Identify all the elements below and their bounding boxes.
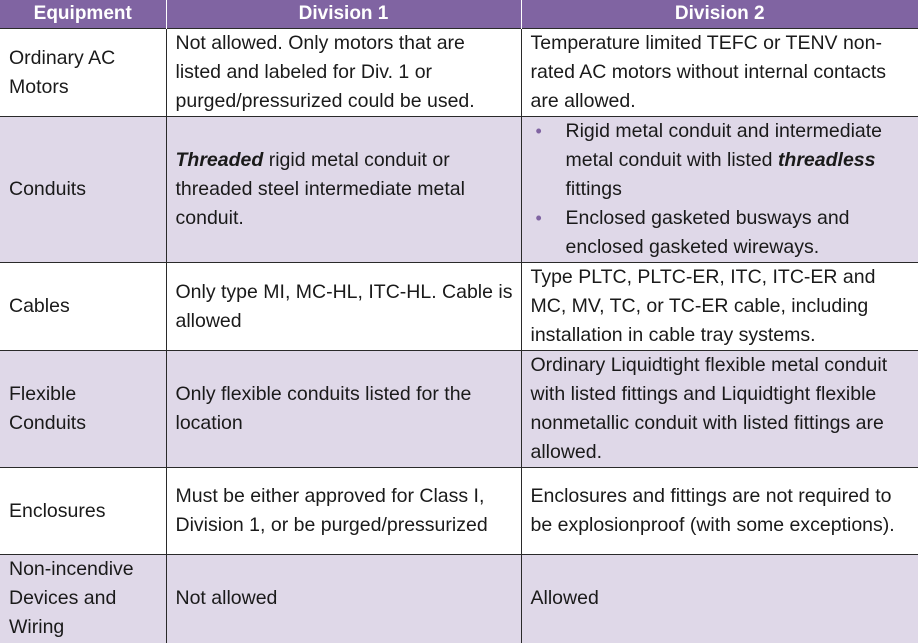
list-item [531, 204, 911, 262]
division-1-cell: Not allowed [166, 555, 521, 643]
division-1-cell: Only flexible conduits listed for the location [166, 351, 521, 468]
table-row [0, 263, 918, 351]
table-header [0, 0, 918, 29]
equipment-cell: Enclosures [0, 468, 166, 555]
division-1-emphasis: Threaded [175, 149, 264, 171]
table-row [0, 29, 918, 117]
division-1-cell: Not allowed. Only motors that are listed and labeled for Div. 1 or purged/pressurized could be used. [166, 29, 521, 117]
division-2-bullet-list [531, 117, 911, 262]
bullet-text-after: fittings [565, 178, 622, 200]
bullet-dot: • [535, 208, 542, 228]
bullet-text: Enclosed gasketed busways and enclosed gasketed wireways. [565, 207, 850, 258]
division-2-cell: Type PLTC, PLTC-ER, ITC, ITC-ER and MC, MV, TC, or TC-ER cable, including installation in cable tray systems. [521, 263, 918, 351]
division-1-cell: Must be either approved for Class I, Division 1, or be purged/pressurized [166, 468, 521, 555]
equipment-cell: Conduits [0, 117, 166, 263]
equipment-cell: Cables [0, 263, 166, 351]
division-1-cell [166, 117, 521, 263]
division-2-cell: Allowed [521, 555, 918, 643]
header-division-1: Division 1 [166, 0, 521, 29]
division-1-cell: Only type MI, MC-HL, ITC-HL. Cable is allowed [166, 263, 521, 351]
division-2-cell: Enclosures and fittings are not required to be explosionproof (with some exceptions). [521, 468, 918, 555]
table-body [0, 29, 918, 643]
table-row [0, 555, 918, 643]
header-row [0, 0, 918, 29]
table-row [0, 468, 918, 555]
header-equipment: Equipment [0, 0, 166, 29]
table-row [0, 351, 918, 468]
bullet-text-before: Rigid metal conduit and intermediate metal conduit with listed [565, 120, 883, 171]
header-division-2: Division 2 [521, 0, 918, 29]
equipment-cell: Flexible Conduits [0, 351, 166, 468]
division-1-text: rigid metal conduit or threaded steel intermediate metal conduit. [175, 149, 465, 229]
table-row [0, 117, 918, 263]
division-2-cell: Ordinary Liquidtight flexible metal conduit with listed fittings and Liquidtight flexible nonmetallic conduit with listed fittings are allowed. [521, 351, 918, 468]
equipment-cell: Ordinary AC Motors [0, 29, 166, 117]
list-item [531, 117, 911, 204]
bullet-dot: • [535, 121, 542, 141]
bullet-emphasis: threadless [777, 149, 876, 171]
division-2-cell: Temperature limited TEFC or TENV non-rated AC motors without internal contacts are allowed. [521, 29, 918, 117]
equipment-cell: Non-incendive Devices and Wiring [0, 555, 166, 643]
division-2-cell [521, 117, 918, 263]
